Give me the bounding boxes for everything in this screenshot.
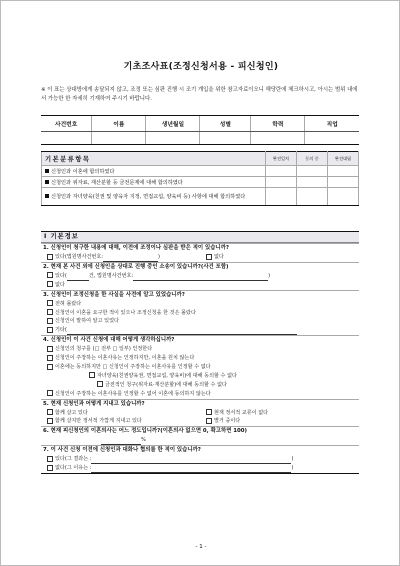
category-item: 신청인과 자녀양육(친권 및 양육자 지정, 면접교섭, 양육비 등) 사항에 대해 합의하였다 bbox=[42, 188, 266, 206]
col-header: 완전일치 bbox=[266, 152, 297, 166]
basic-info-section bbox=[41, 231, 359, 474]
question-1: 1. 신청인이 청구한 내용에 대해, 이전에 조정이나 심판을 받은 적이 있습니까? bbox=[41, 243, 359, 253]
category-item: 신청인과 이혼에 합의하였다 bbox=[42, 166, 266, 177]
case-number-cell[interactable] bbox=[41, 132, 92, 145]
check-cell[interactable] bbox=[297, 177, 328, 188]
checkbox-icon[interactable] bbox=[47, 327, 53, 333]
checkbox-icon[interactable] bbox=[206, 254, 212, 260]
checkbox-icon[interactable] bbox=[47, 272, 53, 278]
option-checkbox[interactable]: 신청인이 주장하는 이혼사유를 인정할 수 없어 이혼에 동의하지 않는다 bbox=[41, 390, 359, 399]
checkbox-icon[interactable] bbox=[47, 465, 53, 471]
option-checkbox[interactable]: 금전적인 청구(위자료·재산분할)에 대해 동의할 수 없다 bbox=[41, 381, 359, 390]
info-header: 학력 bbox=[251, 116, 305, 132]
checkbox-icon[interactable] bbox=[89, 372, 95, 378]
col-header: 완전대립 bbox=[328, 152, 359, 166]
check-cell[interactable] bbox=[328, 177, 359, 188]
option-checkbox[interactable]: 신청인이 주장하는 이혼사유는 인정하지만, 이혼을 원치 않는다 bbox=[41, 354, 359, 363]
checkbox-icon[interactable] bbox=[47, 390, 53, 396]
checkbox-icon[interactable] bbox=[206, 418, 212, 424]
check-cell[interactable] bbox=[297, 166, 328, 177]
info-header: 성별 bbox=[200, 116, 251, 132]
info-header: 사건번호 bbox=[41, 116, 92, 132]
checkbox-icon[interactable] bbox=[47, 318, 53, 324]
check-cell[interactable] bbox=[328, 188, 359, 206]
option-checkbox[interactable]: 이혼에는 동의하지만 □ 신청인이 주장하는 이혼사유를 인정할 수 없다 bbox=[41, 363, 359, 372]
question-3: 3. 신청인이 조정신청을 한 사실을 사전에 알고 있었습니까? bbox=[41, 290, 359, 300]
personal-info-table bbox=[41, 115, 359, 145]
category-heading: 기본분류항목 bbox=[42, 152, 266, 166]
document-title: 기초조사표(조정신청서용 - 피신청인) bbox=[123, 62, 279, 72]
question-7: 7. 이 사건 신청 이전에 신청인과 대화나 협의를 한 적이 있습니까? bbox=[41, 445, 359, 455]
birthdate-cell[interactable] bbox=[146, 132, 200, 145]
option-checkbox[interactable]: 신청인이 말하여 알고 있었다 bbox=[41, 317, 359, 326]
check-cell[interactable] bbox=[297, 188, 328, 206]
gender-cell[interactable] bbox=[200, 132, 251, 145]
check-cell[interactable] bbox=[266, 166, 297, 177]
checkbox-icon[interactable] bbox=[47, 300, 53, 306]
basic-category-table bbox=[41, 151, 359, 206]
checkbox-icon[interactable] bbox=[47, 254, 53, 260]
checkbox-icon[interactable] bbox=[47, 355, 53, 361]
check-cell[interactable] bbox=[266, 177, 297, 188]
bullet-square-icon bbox=[45, 194, 49, 198]
option-checkbox[interactable]: 함께 살고 있다 bbox=[41, 409, 200, 418]
option-checkbox[interactable]: 없다 bbox=[41, 281, 359, 290]
option-checkbox[interactable]: 없다 bbox=[200, 253, 359, 262]
bullet-square-icon bbox=[45, 180, 49, 184]
name-cell[interactable] bbox=[92, 132, 146, 145]
question-2: 2. 현재 본 사건 외에 신청인을 상대로 진행 중인 소송이 있습니까?(사건 포함) bbox=[41, 262, 359, 272]
education-cell[interactable] bbox=[251, 132, 305, 145]
bullet-square-icon bbox=[45, 169, 49, 173]
option-checkbox[interactable]: 신청인의 청구를 (□ 전부 □ 일부) 인정한다 bbox=[41, 345, 359, 354]
checkbox-icon[interactable] bbox=[47, 456, 53, 462]
checkbox-icon[interactable] bbox=[47, 346, 53, 352]
question-5: 5. 현재 신청인과 어떻게 지내고 있습니까? bbox=[41, 399, 359, 409]
option-checkbox[interactable]: 현재 정서적 교류이 없다 bbox=[200, 409, 359, 418]
option-checkbox[interactable]: 있다(법원명사건번호: ) bbox=[41, 253, 200, 262]
option-checkbox[interactable]: 있다(그 결과는 : ) bbox=[41, 455, 359, 464]
option-checkbox[interactable]: 기타( bbox=[41, 326, 359, 335]
question-6: 6. 현재 피신청인의 이혼의사는 어느 정도입니까?(이혼의사 없으면 0, 확고하면 100) bbox=[41, 426, 359, 436]
category-item: 신청인과 위자료, 재산분할 등 금전문제에 대해 합의하였다 bbox=[42, 177, 266, 188]
option-checkbox[interactable]: 있다( 건, 법원명사건번호: ) bbox=[41, 272, 359, 281]
checkbox-icon[interactable] bbox=[47, 418, 53, 424]
checkbox-icon[interactable] bbox=[47, 364, 53, 370]
checkbox-icon[interactable] bbox=[47, 409, 53, 415]
info-header: 직업 bbox=[305, 116, 359, 132]
checkbox-icon[interactable] bbox=[206, 409, 212, 415]
info-header: 이름 bbox=[92, 116, 146, 132]
checkbox-icon[interactable] bbox=[47, 309, 53, 315]
checkbox-icon[interactable] bbox=[97, 381, 103, 387]
checkbox-icon[interactable] bbox=[47, 281, 53, 287]
instruction-note: ※ 이 표는 상대방에게 송달되지 않고, 조정 또는 심판 진행 시 조기 개입을 위한 참고자료이오니 해당란에 체크하시고, 아시는 범위 내에서 가능한 한 자세히 기재하여 주시기 바랍니다. bbox=[41, 87, 358, 102]
check-cell[interactable] bbox=[266, 188, 297, 206]
option-checkbox[interactable]: 신청인이 이혼을 요구한 적이 있으나 조정신청을 한 것은 몰랐다 bbox=[41, 309, 359, 318]
check-cell[interactable] bbox=[328, 166, 359, 177]
page-number: - 1 - bbox=[195, 544, 207, 550]
col-header: 동의 중 bbox=[297, 152, 328, 166]
option-checkbox[interactable]: 자녀양육(친권양육권, 면접교섭, 양육비)에 대해 동의할 수 없다 bbox=[41, 372, 359, 381]
question-4: 4. 신청인이 이 사건 신청에 대해 어떻게 생각하십니까? bbox=[41, 335, 359, 345]
option-checkbox[interactable]: 없다(그 이유는 : ) bbox=[41, 464, 359, 473]
occupation-cell[interactable] bbox=[305, 132, 359, 145]
basic-info-heading: Ⅰ 기본정보 bbox=[41, 232, 359, 243]
percent-input[interactable]: % bbox=[41, 436, 359, 445]
option-checkbox[interactable]: 별거 중이다 bbox=[200, 417, 359, 426]
info-header: 생년월일 bbox=[146, 116, 200, 132]
option-checkbox[interactable]: 전혀 몰랐다 bbox=[41, 300, 359, 309]
option-checkbox[interactable]: 함께 살지만 정서적 가깝게 지내고 있다 bbox=[41, 417, 200, 426]
